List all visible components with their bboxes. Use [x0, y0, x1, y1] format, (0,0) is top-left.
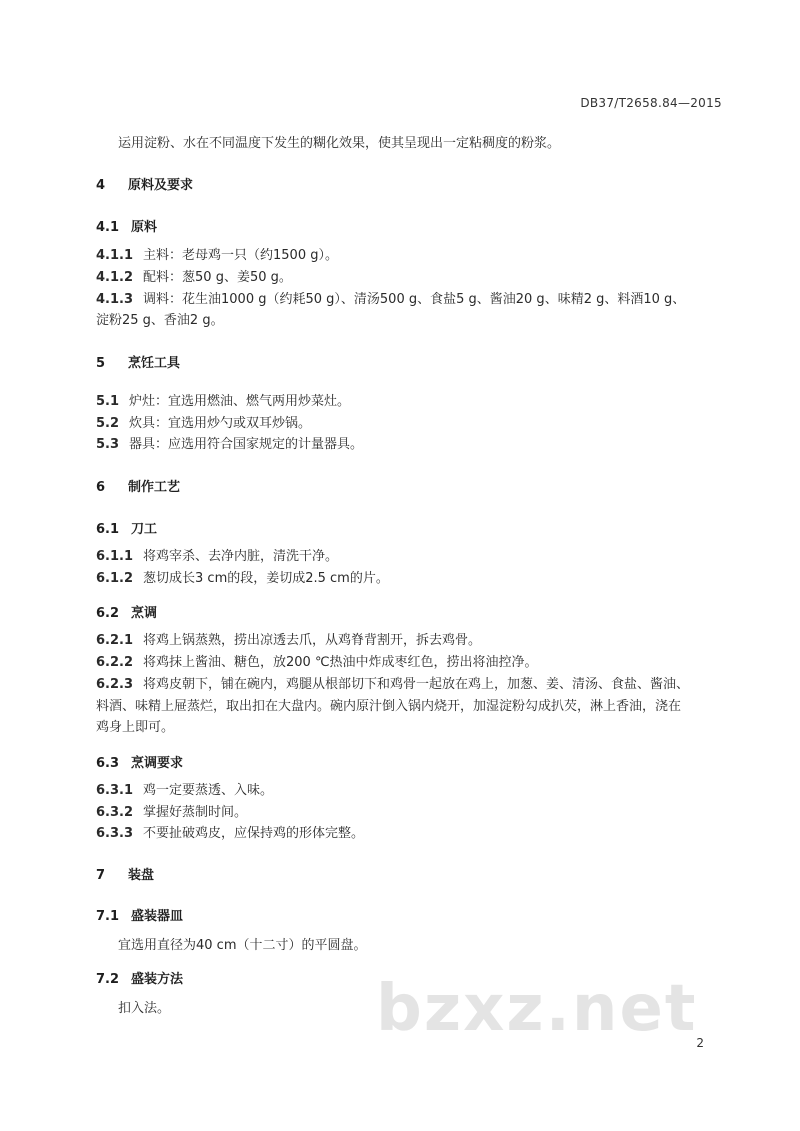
- text-7-2: 扣入法。: [118, 1001, 171, 1016]
- item-6-3-3: 6.3.3 不要扯破鸡皮，应保持鸡的形体完整。: [96, 826, 365, 841]
- item-6-2-2: 6.2.2 将鸡抹上酱油、糖色，放200 ℃热油中炸成枣红色，捞出将油控净。: [96, 655, 538, 670]
- section-7-1-heading: 7.1 盛装器皿: [96, 909, 184, 924]
- item-6-1-2: 6.1.2 葱切成长3 cm的段，姜切成2.5 cm的片。: [96, 571, 389, 586]
- text-7-1: 宜选用直径为40 cm（十二寸）的平圆盘。: [118, 938, 367, 953]
- item-6-3-1: 6.3.1 鸡一定要蒸透、入味。: [96, 783, 274, 798]
- item-6-2-1: 6.2.1 将鸡上锅蒸熟，捞出凉透去爪，从鸡脊背割开，拆去鸡骨。: [96, 633, 482, 648]
- section-7-heading: 7 装盘: [96, 868, 155, 883]
- item-6-3-2: 6.3.2 掌握好蒸制时间。: [96, 805, 248, 820]
- item-6-2-3: 6.2.3 将鸡皮朝下，铺在碗内，鸡腿从根部切下和鸡骨一起放在鸡上，加葱、姜、清汤、食盐、酱油、: [96, 677, 690, 692]
- item-4-1-2: 4.1.2 配料：葱50 g、姜50 g。: [96, 270, 292, 285]
- section-5-heading: 5 烹饪工具: [96, 356, 181, 371]
- document-code: DB37/T2658.84—2015: [580, 96, 722, 110]
- section-6-heading: 6 制作工艺: [96, 480, 181, 495]
- section-6-1-heading: 6.1 刀工: [96, 522, 158, 537]
- item-6-2-3-cont1: 料酒、味精上屉蒸烂，取出扣在大盘内。碗内原汁倒入锅内烧开，加湿淀粉勾成扒芡，淋上香油，浇在: [96, 699, 682, 714]
- item-4-1-1: 4.1.1 主料：老母鸡一只（约1500 g）。: [96, 248, 338, 263]
- item-5-3: 5.3 器具：应选用符合国家规定的计量器具。: [96, 437, 364, 452]
- intro-line: 运用淀粉、水在不同温度下发生的糊化效果，使其呈现出一定粘稠度的粉浆。: [118, 136, 561, 151]
- item-5-2: 5.2 炊具：宜选用炒勺或双耳炒锅。: [96, 416, 312, 431]
- item-4-1-3-cont: 淀粉25 g、香油2 g。: [96, 313, 224, 328]
- page-number: 2: [696, 1036, 704, 1050]
- item-4-1-3: 4.1.3 调料：花生油1000 g（约耗50 g）、清汤500 g、食盐5 g、酱油20 g、味精2 g、料酒10 g、: [96, 292, 686, 307]
- section-4-1-heading: 4.1 原料: [96, 220, 158, 235]
- item-6-1-1: 6.1.1 将鸡宰杀、去净内脏，清洗干净。: [96, 549, 339, 564]
- section-6-3-heading: 6.3 烹调要求: [96, 756, 184, 771]
- item-6-2-3-cont2: 鸡身上即可。: [96, 720, 175, 735]
- section-4-heading: 4 原料及要求: [96, 178, 194, 193]
- section-6-2-heading: 6.2 烹调: [96, 606, 158, 621]
- watermark: bzxz.net: [376, 972, 698, 1046]
- section-7-2-heading: 7.2 盛装方法: [96, 972, 184, 987]
- item-5-1: 5.1 炉灶：宜选用燃油、燃气两用炒菜灶。: [96, 394, 351, 409]
